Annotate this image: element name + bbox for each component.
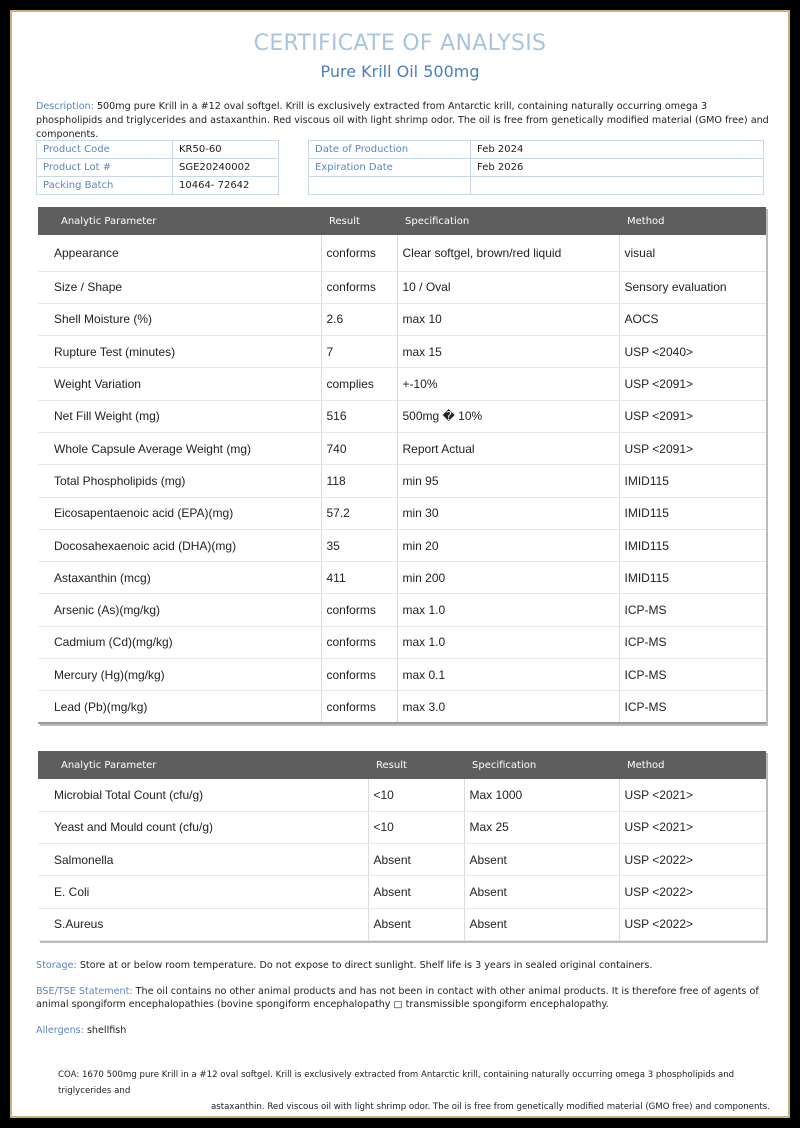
table-row bbox=[38, 562, 766, 594]
info-label: Product Lot # bbox=[37, 159, 173, 177]
table-row bbox=[38, 908, 766, 940]
specification-cell: Report Actual bbox=[397, 432, 619, 464]
table-row bbox=[38, 235, 766, 271]
bse-text: The oil contains no other animal products and has not been in contact with other animal products. It is therefore free of agents of animal spongiform encephalopathies (bovine spongiform encephalopathy □ transmissible spongiform encephalopathy. bbox=[36, 986, 759, 1010]
description-label: Description: bbox=[36, 101, 94, 112]
info-row bbox=[309, 141, 764, 159]
parameter-cell: Arsenic (As)(mg/kg) bbox=[38, 594, 321, 626]
result-cell: 516 bbox=[321, 400, 397, 432]
method-cell: USP <2021> bbox=[619, 779, 766, 811]
info-row bbox=[309, 159, 764, 177]
specification-cell: Absent bbox=[464, 844, 619, 876]
column-header: Specification bbox=[397, 207, 619, 235]
info-value: SGE20240002 bbox=[173, 159, 279, 177]
method-cell: IMID115 bbox=[619, 497, 766, 529]
table-row bbox=[38, 529, 766, 561]
column-header: Result bbox=[368, 751, 464, 779]
specification-cell: Max 1000 bbox=[464, 779, 619, 811]
column-header: Result bbox=[321, 207, 397, 235]
parameter-cell: Size / Shape bbox=[38, 271, 321, 303]
table-header-row bbox=[38, 207, 766, 235]
method-cell: IMID115 bbox=[619, 529, 766, 561]
document-title: CERTIFICATE OF ANALYSIS bbox=[253, 31, 547, 56]
date-info-table bbox=[308, 140, 764, 195]
method-cell: USP <2022> bbox=[619, 844, 766, 876]
method-cell: AOCS bbox=[619, 303, 766, 335]
result-cell: conforms bbox=[321, 659, 397, 691]
result-cell: Absent bbox=[368, 876, 464, 908]
method-cell: visual bbox=[619, 235, 766, 271]
specification-cell: Max 25 bbox=[464, 811, 619, 843]
method-cell: USP <2021> bbox=[619, 811, 766, 843]
parameter-cell: Salmonella bbox=[38, 844, 368, 876]
specification-cell: min 95 bbox=[397, 465, 619, 497]
parameter-cell: Net Fill Weight (mg) bbox=[38, 400, 321, 432]
table-row bbox=[38, 844, 766, 876]
table-row bbox=[38, 465, 766, 497]
result-cell: Absent bbox=[368, 844, 464, 876]
info-value: Feb 2024 bbox=[471, 141, 764, 159]
footer bbox=[58, 1067, 770, 1115]
table-row bbox=[38, 271, 766, 303]
method-cell: Sensory evaluation bbox=[619, 271, 766, 303]
info-value bbox=[471, 177, 764, 195]
method-cell: USP <2091> bbox=[619, 368, 766, 400]
parameter-cell: Eicosapentaenoic acid (EPA)(mg) bbox=[38, 497, 321, 529]
method-cell: ICP-MS bbox=[619, 659, 766, 691]
specification-cell: min 30 bbox=[397, 497, 619, 529]
parameter-cell: Astaxanthin (mcg) bbox=[38, 562, 321, 594]
table-row bbox=[38, 811, 766, 843]
result-cell: complies bbox=[321, 368, 397, 400]
table-row bbox=[38, 626, 766, 658]
table-row bbox=[38, 659, 766, 691]
table-row bbox=[38, 303, 766, 335]
info-label bbox=[309, 177, 471, 195]
result-cell: conforms bbox=[321, 235, 397, 271]
specification-cell: max 3.0 bbox=[397, 691, 619, 723]
info-label: Packing Batch bbox=[37, 177, 173, 195]
result-cell: 740 bbox=[321, 432, 397, 464]
method-cell: USP <2040> bbox=[619, 336, 766, 368]
table-row bbox=[38, 691, 766, 723]
microbiology-table bbox=[38, 751, 766, 941]
document-page bbox=[14, 14, 786, 1114]
method-cell: USP <2022> bbox=[619, 908, 766, 940]
method-cell: USP <2091> bbox=[619, 400, 766, 432]
footer-line: COA: 1670 500mg pure Krill in a #12 oval softgel. Krill is exclusively extracted from Antarctic krill, containing naturally occurring omega 3 phospholipids and triglycerides and bbox=[58, 1070, 735, 1096]
parameter-cell: Docosahexaenoic acid (DHA)(mg) bbox=[38, 529, 321, 561]
table-row bbox=[38, 876, 766, 908]
parameter-cell: Whole Capsule Average Weight (mg) bbox=[38, 432, 321, 464]
parameter-cell: Cadmium (Cd)(mg/kg) bbox=[38, 626, 321, 658]
description bbox=[36, 100, 772, 142]
table-row bbox=[38, 432, 766, 464]
specification-cell: 500mg � 10% bbox=[397, 400, 619, 432]
info-row bbox=[309, 177, 764, 195]
parameter-cell: Total Phospholipids (mg) bbox=[38, 465, 321, 497]
column-header: Specification bbox=[464, 751, 619, 779]
specification-cell: Absent bbox=[464, 908, 619, 940]
allergens-text: shellfish bbox=[86, 1025, 127, 1036]
storage-note bbox=[36, 959, 772, 972]
table-row bbox=[38, 594, 766, 626]
product-name: Pure Krill Oil 500mg bbox=[320, 62, 480, 81]
table-row bbox=[38, 368, 766, 400]
column-header: Method bbox=[619, 751, 766, 779]
method-cell: IMID115 bbox=[619, 562, 766, 594]
specification-cell: max 10 bbox=[397, 303, 619, 335]
info-label: Date of Production bbox=[309, 141, 471, 159]
method-cell: ICP-MS bbox=[619, 594, 766, 626]
method-cell: ICP-MS bbox=[619, 626, 766, 658]
result-cell: 2.6 bbox=[321, 303, 397, 335]
method-cell: ICP-MS bbox=[619, 691, 766, 723]
parameter-cell: S.Aureus bbox=[38, 908, 368, 940]
table-row bbox=[38, 400, 766, 432]
bse-label: BSE/TSE Statement: bbox=[36, 986, 133, 997]
info-row bbox=[37, 159, 279, 177]
result-cell: <10 bbox=[368, 779, 464, 811]
method-cell: USP <2091> bbox=[619, 432, 766, 464]
column-header: Method bbox=[619, 207, 766, 235]
allergens-label: Allergens: bbox=[36, 1025, 84, 1036]
info-value: Feb 2026 bbox=[471, 159, 764, 177]
specification-cell: max 1.0 bbox=[397, 594, 619, 626]
analysis-table bbox=[38, 207, 766, 724]
parameter-cell: Weight Variation bbox=[38, 368, 321, 400]
column-header: Analytic Parameter bbox=[38, 207, 321, 235]
info-row bbox=[37, 177, 279, 195]
result-cell: conforms bbox=[321, 626, 397, 658]
parameter-cell: Lead (Pb)(mg/kg) bbox=[38, 691, 321, 723]
result-cell: 118 bbox=[321, 465, 397, 497]
storage-text: Store at or below room temperature. Do not expose to direct sunlight. Shelf life is 3 years in sealed original containers. bbox=[79, 960, 653, 971]
result-cell: <10 bbox=[368, 811, 464, 843]
info-value: KR50-60 bbox=[173, 141, 279, 159]
specification-cell: max 0.1 bbox=[397, 659, 619, 691]
specification-cell: max 15 bbox=[397, 336, 619, 368]
table-header-row bbox=[38, 751, 766, 779]
specification-cell: +-10% bbox=[397, 368, 619, 400]
specification-cell: Clear softgel, brown/red liquid bbox=[397, 235, 619, 271]
bse-statement bbox=[36, 985, 772, 1011]
parameter-cell: Mercury (Hg)(mg/kg) bbox=[38, 659, 321, 691]
specification-cell: Absent bbox=[464, 876, 619, 908]
result-cell: conforms bbox=[321, 271, 397, 303]
result-cell: Absent bbox=[368, 908, 464, 940]
table-row bbox=[38, 497, 766, 529]
table-row bbox=[38, 779, 766, 811]
footer-line: astaxanthin. Red viscous oil with light shrimp odor. The oil is free from genetically modified material (GMO free) and components. bbox=[211, 1102, 770, 1112]
specification-cell: min 200 bbox=[397, 562, 619, 594]
result-cell: 411 bbox=[321, 562, 397, 594]
description-text: 500mg pure Krill in a #12 oval softgel. Krill is exclusively extracted from Antarctic krill, containing naturally occurring omega 3 phospholipids and triglycerides and astaxanthin. Red viscous oil with light shrimp odor. The oil is free from genetically modified material (GMO free) and components. bbox=[36, 101, 769, 140]
result-cell: 57.2 bbox=[321, 497, 397, 529]
result-cell: conforms bbox=[321, 691, 397, 723]
result-cell: conforms bbox=[321, 594, 397, 626]
product-info-table bbox=[36, 140, 279, 195]
specification-cell: 10 / Oval bbox=[397, 271, 619, 303]
result-cell: 7 bbox=[321, 336, 397, 368]
method-cell: USP <2022> bbox=[619, 876, 766, 908]
allergens-note bbox=[36, 1024, 772, 1037]
info-label: Product Code bbox=[37, 141, 173, 159]
parameter-cell: E. Coli bbox=[38, 876, 368, 908]
table-row bbox=[38, 336, 766, 368]
info-row bbox=[37, 141, 279, 159]
info-label: Expiration Date bbox=[309, 159, 471, 177]
result-cell: 35 bbox=[321, 529, 397, 561]
parameter-cell: Rupture Test (minutes) bbox=[38, 336, 321, 368]
info-value: 10464- 72642 bbox=[173, 177, 279, 195]
parameter-cell: Yeast and Mould count (cfu/g) bbox=[38, 811, 368, 843]
parameter-cell: Microbial Total Count (cfu/g) bbox=[38, 779, 368, 811]
specification-cell: min 20 bbox=[397, 529, 619, 561]
storage-label: Storage: bbox=[36, 960, 77, 971]
specification-cell: max 1.0 bbox=[397, 626, 619, 658]
column-header: Analytic Parameter bbox=[38, 751, 368, 779]
method-cell: IMID115 bbox=[619, 465, 766, 497]
parameter-cell: Appearance bbox=[38, 235, 321, 271]
parameter-cell: Shell Moisture (%) bbox=[38, 303, 321, 335]
